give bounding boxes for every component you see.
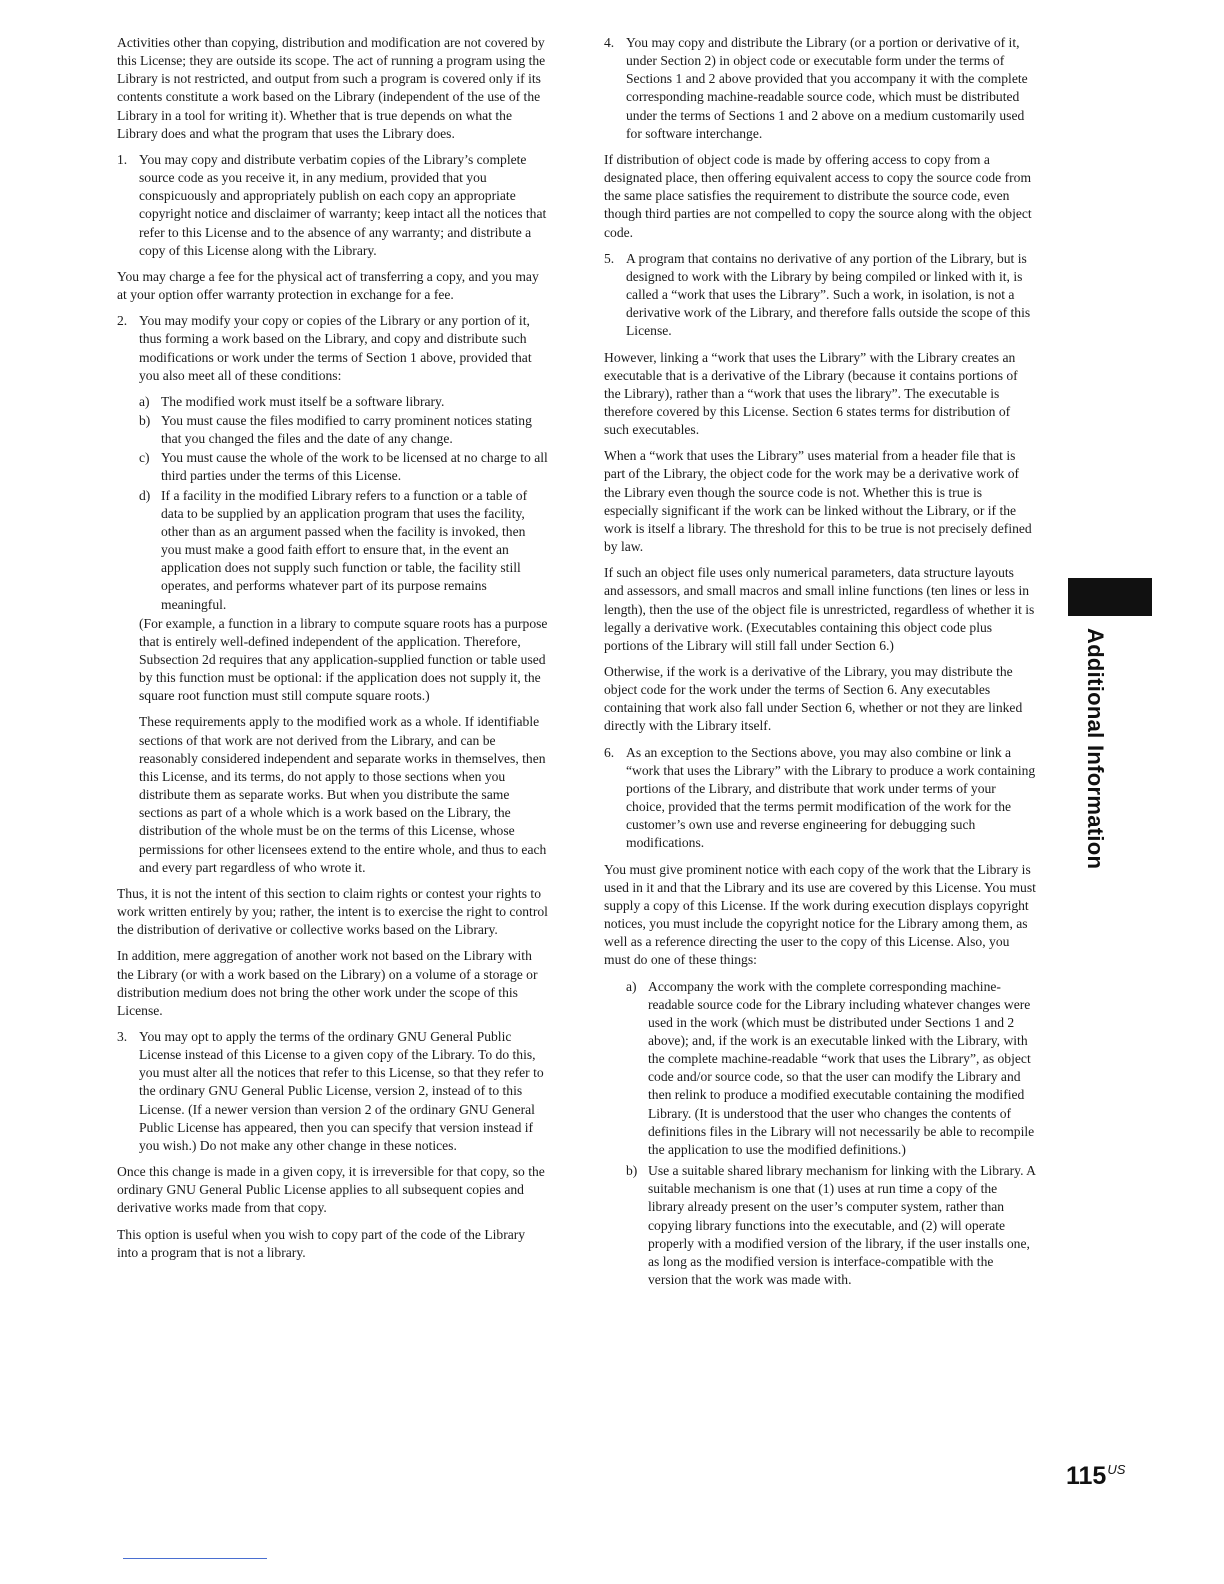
section-5 [604, 250, 1036, 341]
page-number-value: 115 [1066, 1462, 1107, 1490]
paragraph-option: This option is useful when you wish to copy part of the code of the Library into a program that is not a library. [117, 1226, 526, 1260]
list-item [139, 412, 549, 448]
section-number: 3. [117, 1028, 128, 1044]
section-number: 4. [604, 35, 615, 50]
list-item-text: Use a suitable shared library mechanism for linking with the Library. A suitable mechanism is one that (1) uses at run time a copy of the library already present on the user’s computer system, rather than copying library functions into the executable, and (2) will operate properly with a modified version of the library, if the user installs one, as long as the modified version is interface-compatible with the version that the work was made with. [648, 1163, 1036, 1287]
list-item [626, 1162, 1036, 1289]
list-item [626, 978, 1036, 1160]
section-number: 6. [604, 744, 615, 760]
section-6-text: As an exception to the Sections above, you may also combine or link a “work that uses the Library” with the Library to produce a work containing portions of the Library, and distribute that work under terms of your choice, provided that the terms permit modification of the work for the customer’s own use and reverse engineering for debugging such modifications. [626, 744, 1036, 851]
right-column [604, 34, 1036, 1292]
section-6-options [604, 978, 1036, 1290]
section-number: 2. [117, 313, 128, 329]
list-item-text: If a facility in the modified Library refers to a function or a table of data to be supplied by an application program that uses the facility, other than as an argument passed when the facility is invoked, then you must make a good faith effort to ensure that, in the event an application does not supply such function or table, the facility still operates, and performs whatever part of its purpose remains meaningful. [161, 487, 528, 612]
section-5-text: A program that contains no derivative of any portion of the Library, but is designed to work with the Library by being compiled or linked with it, is called a “work that uses the Library”. Such a work, in isolation, is not a derivative work of the Library, and therefore falls outside the scope of this License. [626, 250, 1031, 339]
list-item [139, 393, 549, 411]
section-2-requirements: These requirements apply to the modified work as a whole. If identifiable sections of that work are not derived from the Library, and can be reasonably considered independent and separate works in themselves, then this License, and its terms, do not apply to those sections when you distribute them as separate works. But when you distribute the same sections as part of a whole which is a work based on the Library, the distribution of the whole must be on the terms of this License, whose permissions for other licensees extend to the entire whole, and thus to each and every part regardless of who wrote it. [139, 714, 547, 875]
list-item-text: The modified work must itself be a software library. [161, 393, 445, 409]
section-2-conditions [139, 393, 549, 614]
paragraph-if-distribution: If distribution of object code is made by offering access to copy from a designated place, then offering equivalent access to copy the source code from the same place satisfies the requirement to distribute the source code, even though third parties are not compelled to copy the source along with the object code. [604, 151, 1032, 240]
left-column [117, 34, 549, 1270]
section-2-text: You may modify your copy or copies of the Library or any portion of it, thus forming a work based on the Library, and copy and distribute such modifications or work under the terms of Section 1 above, provided that you also meet all of these conditions: [139, 313, 532, 383]
list-letter: b) [626, 1163, 638, 1179]
list-letter: d) [139, 487, 151, 503]
section-number: 1. [117, 151, 128, 167]
section-3-text: You may opt to apply the terms of the ordinary GNU General Public License instead of this License to a given copy of the Library. To do this, you must alter all the notices that refer to this License, so that they refer to the ordinary GNU General Public License, version 2, instead of to this License. (If a newer version than version 2 of the ordinary GNU General Public License has appeared, then you can specify that version instead if you wish.) Do not make any other change in these notices. [139, 1028, 544, 1153]
section-4 [604, 34, 1036, 143]
paragraph-addition: In addition, mere aggregation of another work not based on the Library with the Library (or with a work based on the Library) on a volume of a storage or distribution medium does not bring the other work under the scope of this License. [117, 948, 538, 1018]
paragraph-once: Once this change is made in a given copy, it is irreversible for that copy, so the ordinary GNU General Public License applies to all subsequent copies and derivative works made from that copy. [117, 1164, 545, 1216]
section-6 [604, 744, 1036, 853]
paragraph-when: When a “work that uses the Library” uses material from a header file that is part of the Library, the object code for the work may be a derivative work of the Library even though the source code is not. Whether this is true is especially significant if the work can be linked without the Library, or if the work is itself a library. The threshold for this to be true is not precisely defined by law. [604, 448, 1032, 555]
list-letter: b) [139, 412, 151, 428]
paragraph-notice: You must give prominent notice with each copy of the work that the Library is used in it and that the Library and its use are covered by this License. You must supply a copy of this License. If the work during execution displays copyright notices, you must include the copyright notice for the Library among them, as well as a reference directing the user to the copy of this License. Also, you must do one of these things: [604, 861, 1036, 968]
footer-rule [123, 1558, 267, 1559]
list-item [139, 487, 549, 614]
paragraph-thus: Thus, it is not the intent of this section to claim rights or contest your rights to work written entirely by you; rather, the intent is to exercise the right to control the distribution of derivative or collective works based on the Library. [117, 885, 548, 938]
section-2 [117, 312, 549, 877]
list-letter: a) [139, 393, 150, 409]
section-4-text: You may copy and distribute the Library (or a portion or derivative of it, under Section 2) in object code or executable form under the terms of Sections 1 and 2 above provided that you accompany it with the complete corresponding machine-readable source code, which must be distributed under the terms of Sections 1 and 2 above on a medium customarily used for software interchange. [626, 35, 1028, 141]
list-item-text: You must cause the files modified to carry prominent notices stating that you changed the files and the date of any change. [161, 412, 532, 447]
list-letter: a) [626, 978, 637, 994]
list-item-text: Accompany the work with the complete corresponding machine-readable source code for the Library including whatever changes were used in the work (which must be distributed under Sections 1 and 2 above); and, if the work is an executable linked with the Library, with the complete machine-readable “work that uses the Library”, as object code and/or source code, so that the user can modify the Library and then relink to produce a modified executable containing the modified Library. (It is understood that the user who changes the contents of definitions files in the Library will not necessarily be able to recompile the application to use the modified definitions.) [648, 978, 1035, 1157]
paragraph-fee: You may charge a fee for the physical act of transferring a copy, and you may at your option offer warranty protection in exchange for a fee. [117, 268, 539, 303]
section-3 [117, 1028, 549, 1155]
list-letter: c) [139, 450, 150, 466]
page-number [1066, 1462, 1125, 1491]
paragraph-intro: Activities other than copying, distribution and modification are not covered by this License; they are outside its scope. The act of running a program using the Library is not restricted, and output from such a program is covered only if its contents constitute a work based on the Library (independent of the use of the Library in a tool for writing it). Whether that is true depends on what the Library does and what the program that uses the Library does. [117, 35, 546, 141]
paragraph-otherwise: Otherwise, if the work is a derivative of the Library, you may distribute the object code for the work under the terms of Section 6. Any executables containing that work also fall under Section 6, whether or not they are linked directly with the Library itself. [604, 664, 1023, 734]
section-1-text: You may copy and distribute verbatim copies of the Library’s complete source code as you receive it, in any medium, provided that you conspicuously and appropriately publish on each copy an appropriate copyright notice and disclaimer of warranty; keep intact all the notices that refer to this License and to the absence of any warranty; and distribute a copy of this License along with the Library. [139, 151, 547, 258]
section-number: 5. [604, 250, 615, 266]
section-tab-label: Additional Information [1083, 628, 1108, 870]
page-number-suffix: US [1107, 1462, 1126, 1477]
paragraph-if-such: If such an object file uses only numerical parameters, data structure layouts and assessors, and small macros and small inline functions (ten lines or less in length), then the use of the object file is unrestricted, regardless of whether it is legally a derivative work. (Executables containing this object code plus portions of the Library will still fall under Section 6.) [604, 565, 1035, 653]
section-2-example: (For example, a function in a library to compute square roots has a purpose that is entirely well-defined independent of the application. Therefore, Subsection 2d requires that any application-supplied function or table used by this function must be optional: if the application does not supply it, the square root function must still compute square roots.) [139, 615, 548, 704]
paragraph-however: However, linking a “work that uses the Library” with the Library creates an executable that is a derivative of the Library (because it contains portions of the Library), rather than a “work that uses the library”. The executable is therefore covered by this License. Section 6 states terms for distribution of such executables. [604, 349, 1018, 438]
section-1 [117, 151, 549, 260]
section-tab-marker [1068, 578, 1152, 616]
list-item-text: You must cause the whole of the work to be licensed at no charge to all third parties under the terms of this License. [161, 450, 548, 484]
list-item [139, 449, 549, 485]
